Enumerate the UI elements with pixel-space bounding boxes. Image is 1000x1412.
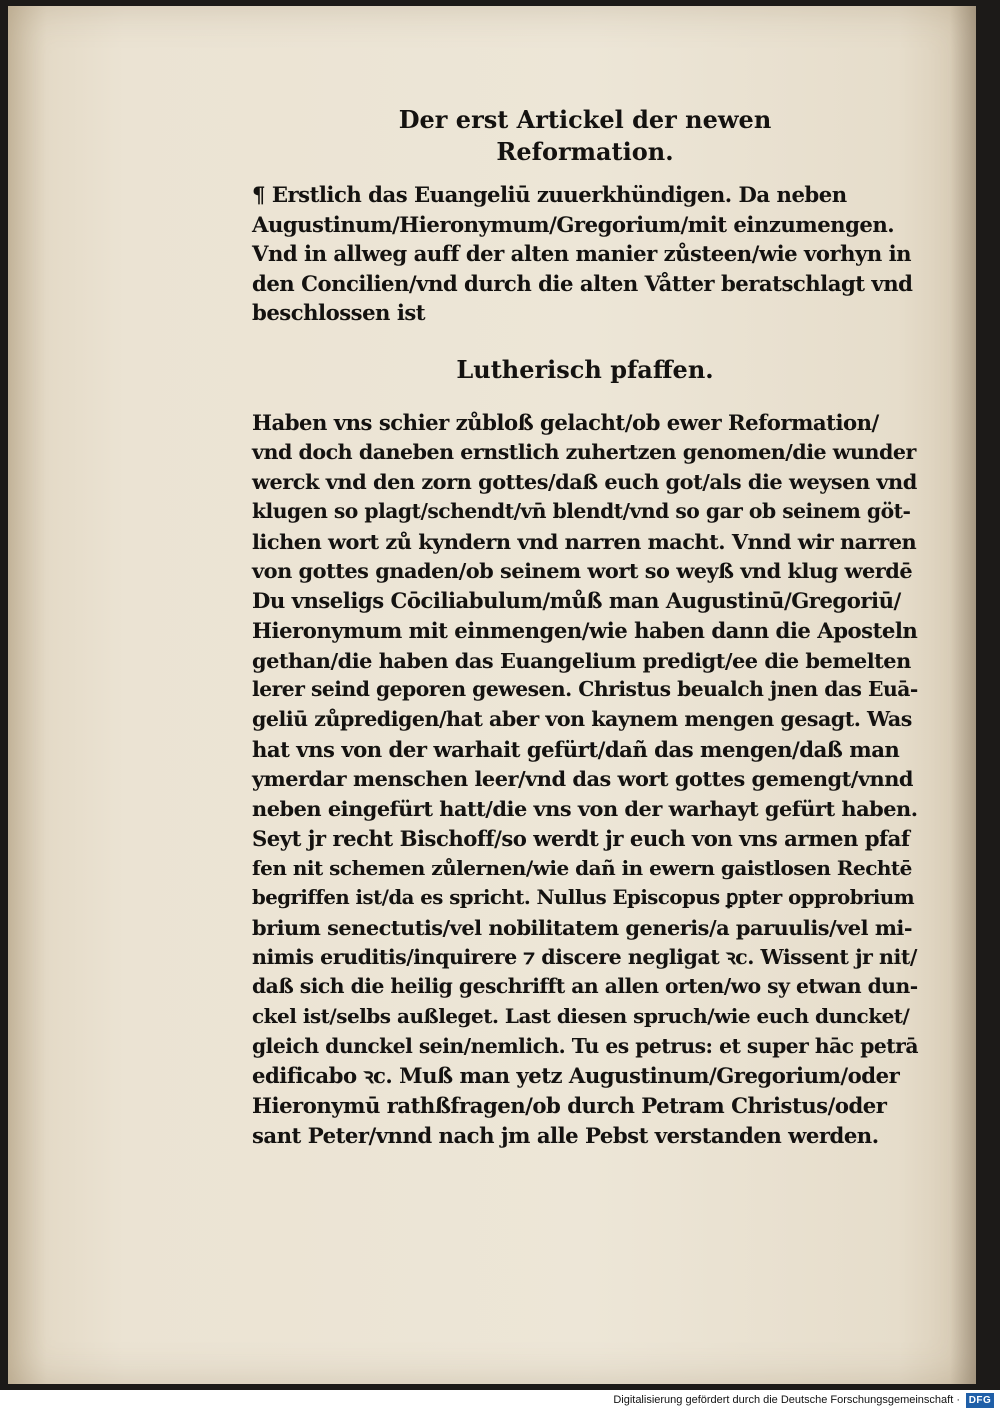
text-line: lichen wort zů kyndern vnd narren macht. Vnnd wir narren: [252, 528, 917, 554]
first-paragraph: [252, 180, 918, 328]
text-line: den Concilien/vnd durch die alten Våtter beratschlagt vnd: [252, 270, 913, 296]
text-line: klugen so plagt/schendt/vn̄ blendt/vnd so gar ob seinem göt-: [252, 499, 911, 524]
text-line: beschlossen ist: [252, 300, 426, 326]
second-paragraph: [252, 408, 918, 1151]
text-line: nimis eruditis/inquirere ⁊ discere negligat ꝛc. Wissent jr nit/: [252, 944, 917, 969]
text-line: begriffen ist/da es spricht. Nullus Episcopus ꝑpter opprobrium: [252, 886, 915, 910]
text-line: vnd doch daneben ernstlich zuhertzen genomen/die wunder: [252, 439, 916, 464]
text-line: sant Peter/vnnd nach jm alle Pebst verstanden werden.: [252, 1122, 879, 1148]
text-line: daß sich die heilig geschrifft an allen orten/wo sy etwan dun-: [252, 974, 918, 999]
text-line: Augustinum/Hieronymum/Gregorium/mit einzumengen.: [252, 211, 895, 237]
article-title-line-2: Reformation.: [496, 137, 674, 166]
text-line: fen nit schemen zůlernen/wie dañ in ewern gaistlosen Rechtē: [252, 855, 912, 880]
text-line: Vnd in allweg auff der alten manier zůsteen/wie vorhyn in: [252, 241, 912, 267]
text-line: brium senectutis/vel nobilitatem generis/a paruulis/vel mi-: [252, 914, 913, 940]
text-line: werck vnd den zorn gottes/daß euch got/als die weysen vnd: [252, 469, 917, 495]
text-line: Hieronymū rathßfragen/ob durch Petram Christus/oder: [252, 1093, 887, 1119]
text-line: gethan/die haben das Euangelium predigt/ee die bemelten: [252, 647, 911, 673]
text-line: gleich dunckel sein/nemlich. Tu es petrus: et super hāc petrā: [252, 1033, 918, 1058]
text-line: neben eingefürt hatt/die vns von der warhayt gefürt haben.: [252, 796, 918, 822]
text-line: von gottes gnaden/ob seinem wort so weyß vnd klug werdē: [252, 558, 913, 584]
text-line: Haben vns schier zůbloß gelacht/ob ewer Reformation/: [252, 409, 879, 435]
text-line: Seyt jr recht Bischoff/so werdt jr euch von vns armen pfaf: [252, 825, 910, 851]
article-title: [252, 104, 918, 168]
funding-notice: Digitalisierung gefördert durch die Deutsche Forschungsgemeinschaft ·: [613, 1394, 960, 1406]
footer-bar: [0, 1390, 1000, 1412]
text-line: lerer seind geporen gewesen. Christus beualch jnen das Euā-: [252, 677, 918, 702]
text-line: ymerdar menschen leer/vnd das wort gottes gemengt/vnnd: [252, 766, 914, 792]
page-text: [252, 104, 918, 1151]
page-edge-shadow: [950, 6, 976, 1384]
text-line: ckel ist/selbs außleget. Last diesen spruch/wie euch duncket/: [252, 1004, 910, 1029]
section-heading: Lutherisch pfaffen.: [456, 354, 714, 384]
text-line: geliū zůpredigen/hat aber von kaynem mengen gesagt. Was: [252, 707, 912, 731]
text-line: edificabo ꝛc. Muß man yetz Augustinum/Gregorium/oder: [252, 1063, 900, 1089]
text-line: ¶ Erstlich das Euangeliū zuuerkhündigen. Da neben: [252, 182, 847, 207]
text-line: Hieronymum mit einmengen/wie haben dann die Aposteln: [252, 617, 918, 643]
article-title-line-1: Der erst Artickel der newen: [398, 105, 772, 134]
text-line: Du vnseligs Cōciliabulum/můß man Augustinū/Gregoriū/: [252, 588, 901, 614]
text-line: hat vns von der warhait gefürt/dañ das mengen/daß man: [252, 736, 900, 762]
dfg-logo[interactable]: DFG: [966, 1393, 994, 1408]
